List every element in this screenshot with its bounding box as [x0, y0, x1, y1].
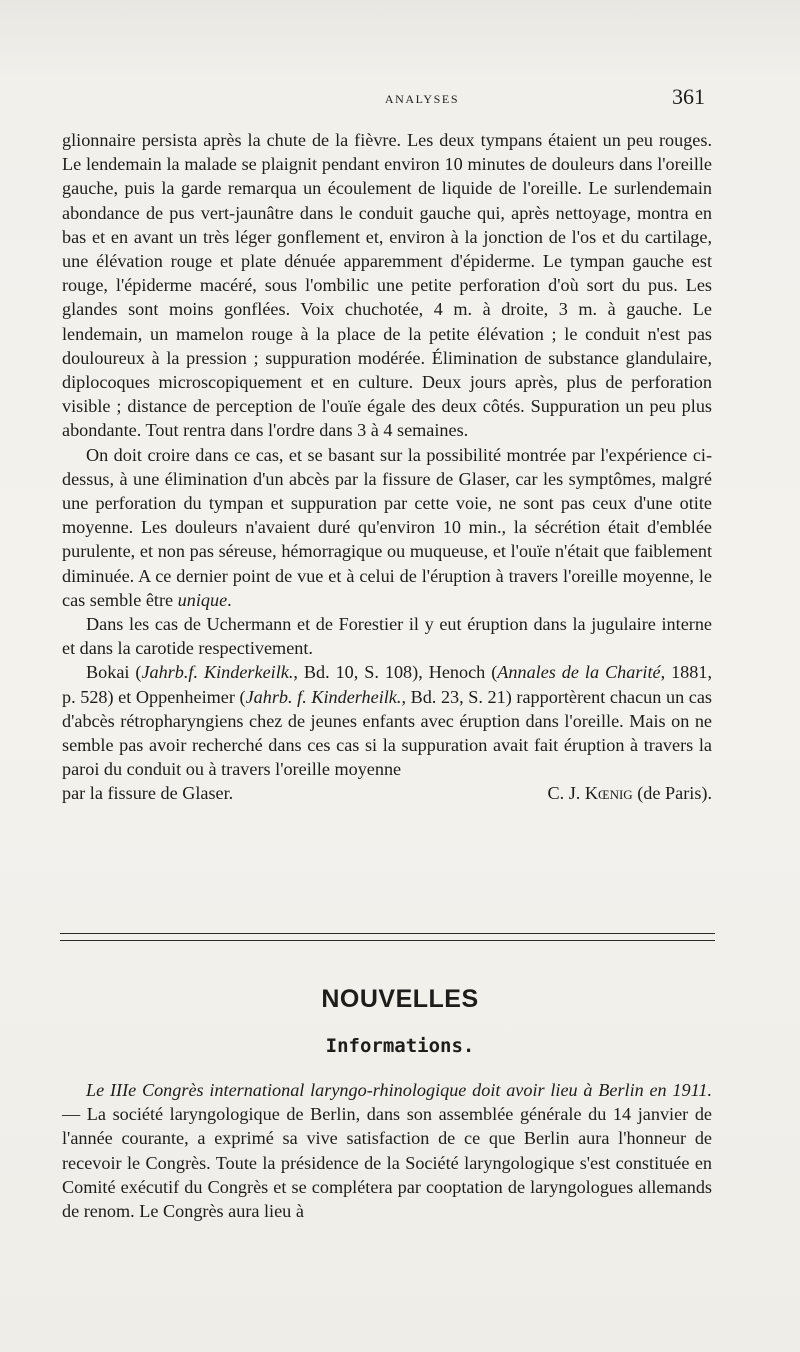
paragraph-3: Dans les cas de Uchermann et de Forestier il y eut éruption dans la jugulaire interne et dans la carotide respectivement.: [62, 614, 712, 659]
section-title: NOUVELLES: [321, 985, 479, 1013]
section-divider: [60, 933, 715, 941]
news-lead: Le IIIe Congrès international laryngo-rhinologique doit avoir lieu à Berlin en 1911.: [86, 1080, 712, 1100]
news-paragraph: Le IIIe Congrès international laryngo-rhinologique doit avoir lieu à Berlin en 1911. — La société laryngologique de Berlin, dans son assemblée générale du 14 janvier de l'année courante, a exprimé sa vive satisfaction de ce que Berlin aura l'honneur de recevoir le Congrès. Toute la présidence de la Société laryngologique s'est constituée en Comité exécutif du Congrès et se complétera par cooptation de laryngologues allemands de renom. Le Congrès aura lieu à: [62, 1080, 712, 1222]
citation-annales: Annales de la Charité: [497, 662, 661, 683]
article-body: [62, 128, 712, 806]
section-header: ANALYSES: [384, 92, 460, 106]
closing-text: par la fissure de Glaser.: [62, 783, 234, 804]
paragraph-2: On doit croire dans ce cas, et se basant sur la possibilité montrée par l'expérience ci-dessus, à une élimination d'un abcès par la fissure de Glaser, car les symptômes, malgré une perforation du tympan et suppuration par cette voie, ne sont pas ceux d'une otite moyenne. Les douleurs n'avaient duré qu'environ 10 min., la sécrétion était d'emblée purulente, et non pas séreuse, hémorragique ou muqueuse, et l'ouïe n'était que faiblement diminuée. A ce dernier point de vue et à celui de l'éruption à travers l'oreille moyenne, le cas semble être unique.: [62, 444, 712, 610]
paragraph-1: glionnaire persista après la chute de la fièvre. Les deux tympans étaient un peu rouges. Le lendemain la malade se plaignit pendant environ 10 minutes de douleurs dans l'oreille gauche, puis la garde remarqua un écoulement de liquide de l'oreille. Le surlendemain abondance de pus vert-jaunâtre dans le conduit gauche qui, après nettoyage, montra en bas et en avant un très léger gonflement et, environ à la jonction de l'os et du cartilage, une élévation rouge et plate dénuée apparemment d'épiderme. Le tympan gauche est rouge, l'épiderme macéré, sous l'ombilic une petite perforation d'où sort du pus. Les glandes sont moins gonflées. Voix chuchotée, 4 m. à droite, 3 m. à gauche. Le lendemain, un mamelon rouge à la place de la petite élévation ; le conduit n'est pas douloureux à la pression ; suppuration modérée. Élimination de substance glandulaire, diplocoques microscopiquement et en culture. Deux jours après, plus de perforation visible ; distance de perception de l'ouïe égale des deux côtés. Suppuration un peu plus abondante. Tout rentra dans l'ordre dans 3 à 4 semaines.: [62, 130, 712, 441]
citation-jahrb-2: Jahrb. f. Kinderheilk.: [245, 686, 402, 707]
news-body: [62, 1078, 712, 1223]
signature-line: [62, 781, 712, 805]
page-number: 361: [672, 84, 705, 109]
emphasis-unique: unique: [177, 589, 228, 610]
citation-jahrb: Jahrb.f. Kinderkeilk.: [141, 662, 294, 683]
section-subtitle: Informations.: [325, 1035, 475, 1057]
author-signature: C. J. Kœnig (de Paris).: [547, 783, 712, 804]
paragraph-4: Bokai (Jahrb.f. Kinderkeilk., Bd. 10, S. 108), Henoch (Annales de la Charité, 1881, p. 528) et Oppenheimer (Jahrb. f. Kinderheilk., Bd. 23, S. 21) rapportèrent chacun un cas d'abcès rétropharyngiens chez de jeunes enfants avec éruption dans l'oreille. Mais on ne semble pas avoir recherché dans ces cas si la suppuration avait fait éruption à travers la paroi du conduit ou à travers l'oreille moyenne: [62, 662, 713, 780]
